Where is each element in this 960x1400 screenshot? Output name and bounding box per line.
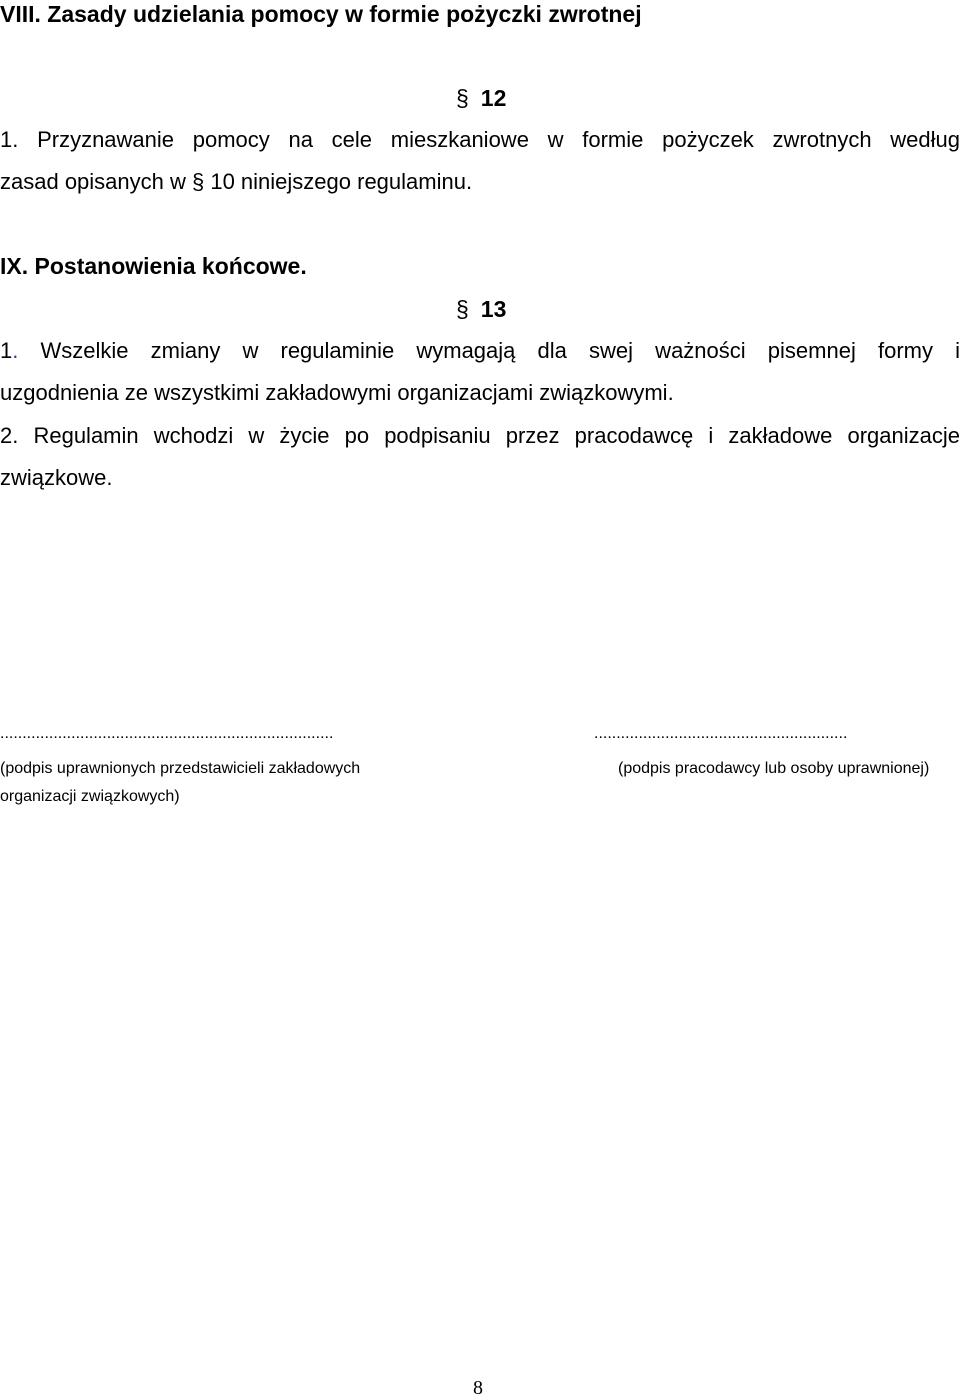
left-signature-line: ........................................................................... [0, 725, 334, 742]
item-text: Wszelkie zmiany w regulaminie wymagają dla swej ważności pisemnej formy i [18, 338, 960, 363]
left-signature-caption-line1: (podpis uprawnionych przedstawicieli zakładowych [0, 760, 361, 777]
page-number: 8 [473, 1377, 483, 1399]
left-signature-caption-line2: organizacji związkowych) [0, 788, 180, 805]
section-ix-heading: IX. Postanowienia końcowe. [0, 253, 307, 279]
section-viii-p1-line1: 1. Przyznawanie pomocy na cele mieszkaniowe w formie pożyczek zwrotnych według [0, 127, 960, 152]
right-signature-caption: (podpis pracodawcy lub osoby uprawnionej) [618, 760, 930, 777]
paragraph-sign: § [456, 85, 469, 111]
item-number-dot: . [12, 338, 19, 363]
paragraph-12-label [456, 84, 506, 112]
section-ix-p1-line1 [0, 337, 960, 365]
paragraph-number: 13 [480, 296, 507, 322]
right-signature-line: ......................................................... [594, 725, 848, 742]
section-ix-p2-line2: związkowe. [0, 465, 113, 490]
section-viii-heading: VIII. Zasady udzielania pomocy w formie pożyczki zwrotnej [0, 1, 642, 27]
paragraph-13-label [456, 295, 506, 323]
section-ix-p2-line1: 2. Regulamin wchodzi w życie po podpisaniu przez pracodawcę i zakładowe organizacje [0, 423, 960, 448]
paragraph-sign: § [456, 296, 469, 322]
item-number: 1 [0, 338, 13, 363]
section-ix-p1-line2: uzgodnienia ze wszystkimi zakładowymi organizacjami związkowymi. [0, 380, 674, 405]
paragraph-number: 12 [480, 85, 507, 111]
section-viii-p1-line2: zasad opisanych w § 10 niniejszego regulaminu. [0, 169, 473, 194]
